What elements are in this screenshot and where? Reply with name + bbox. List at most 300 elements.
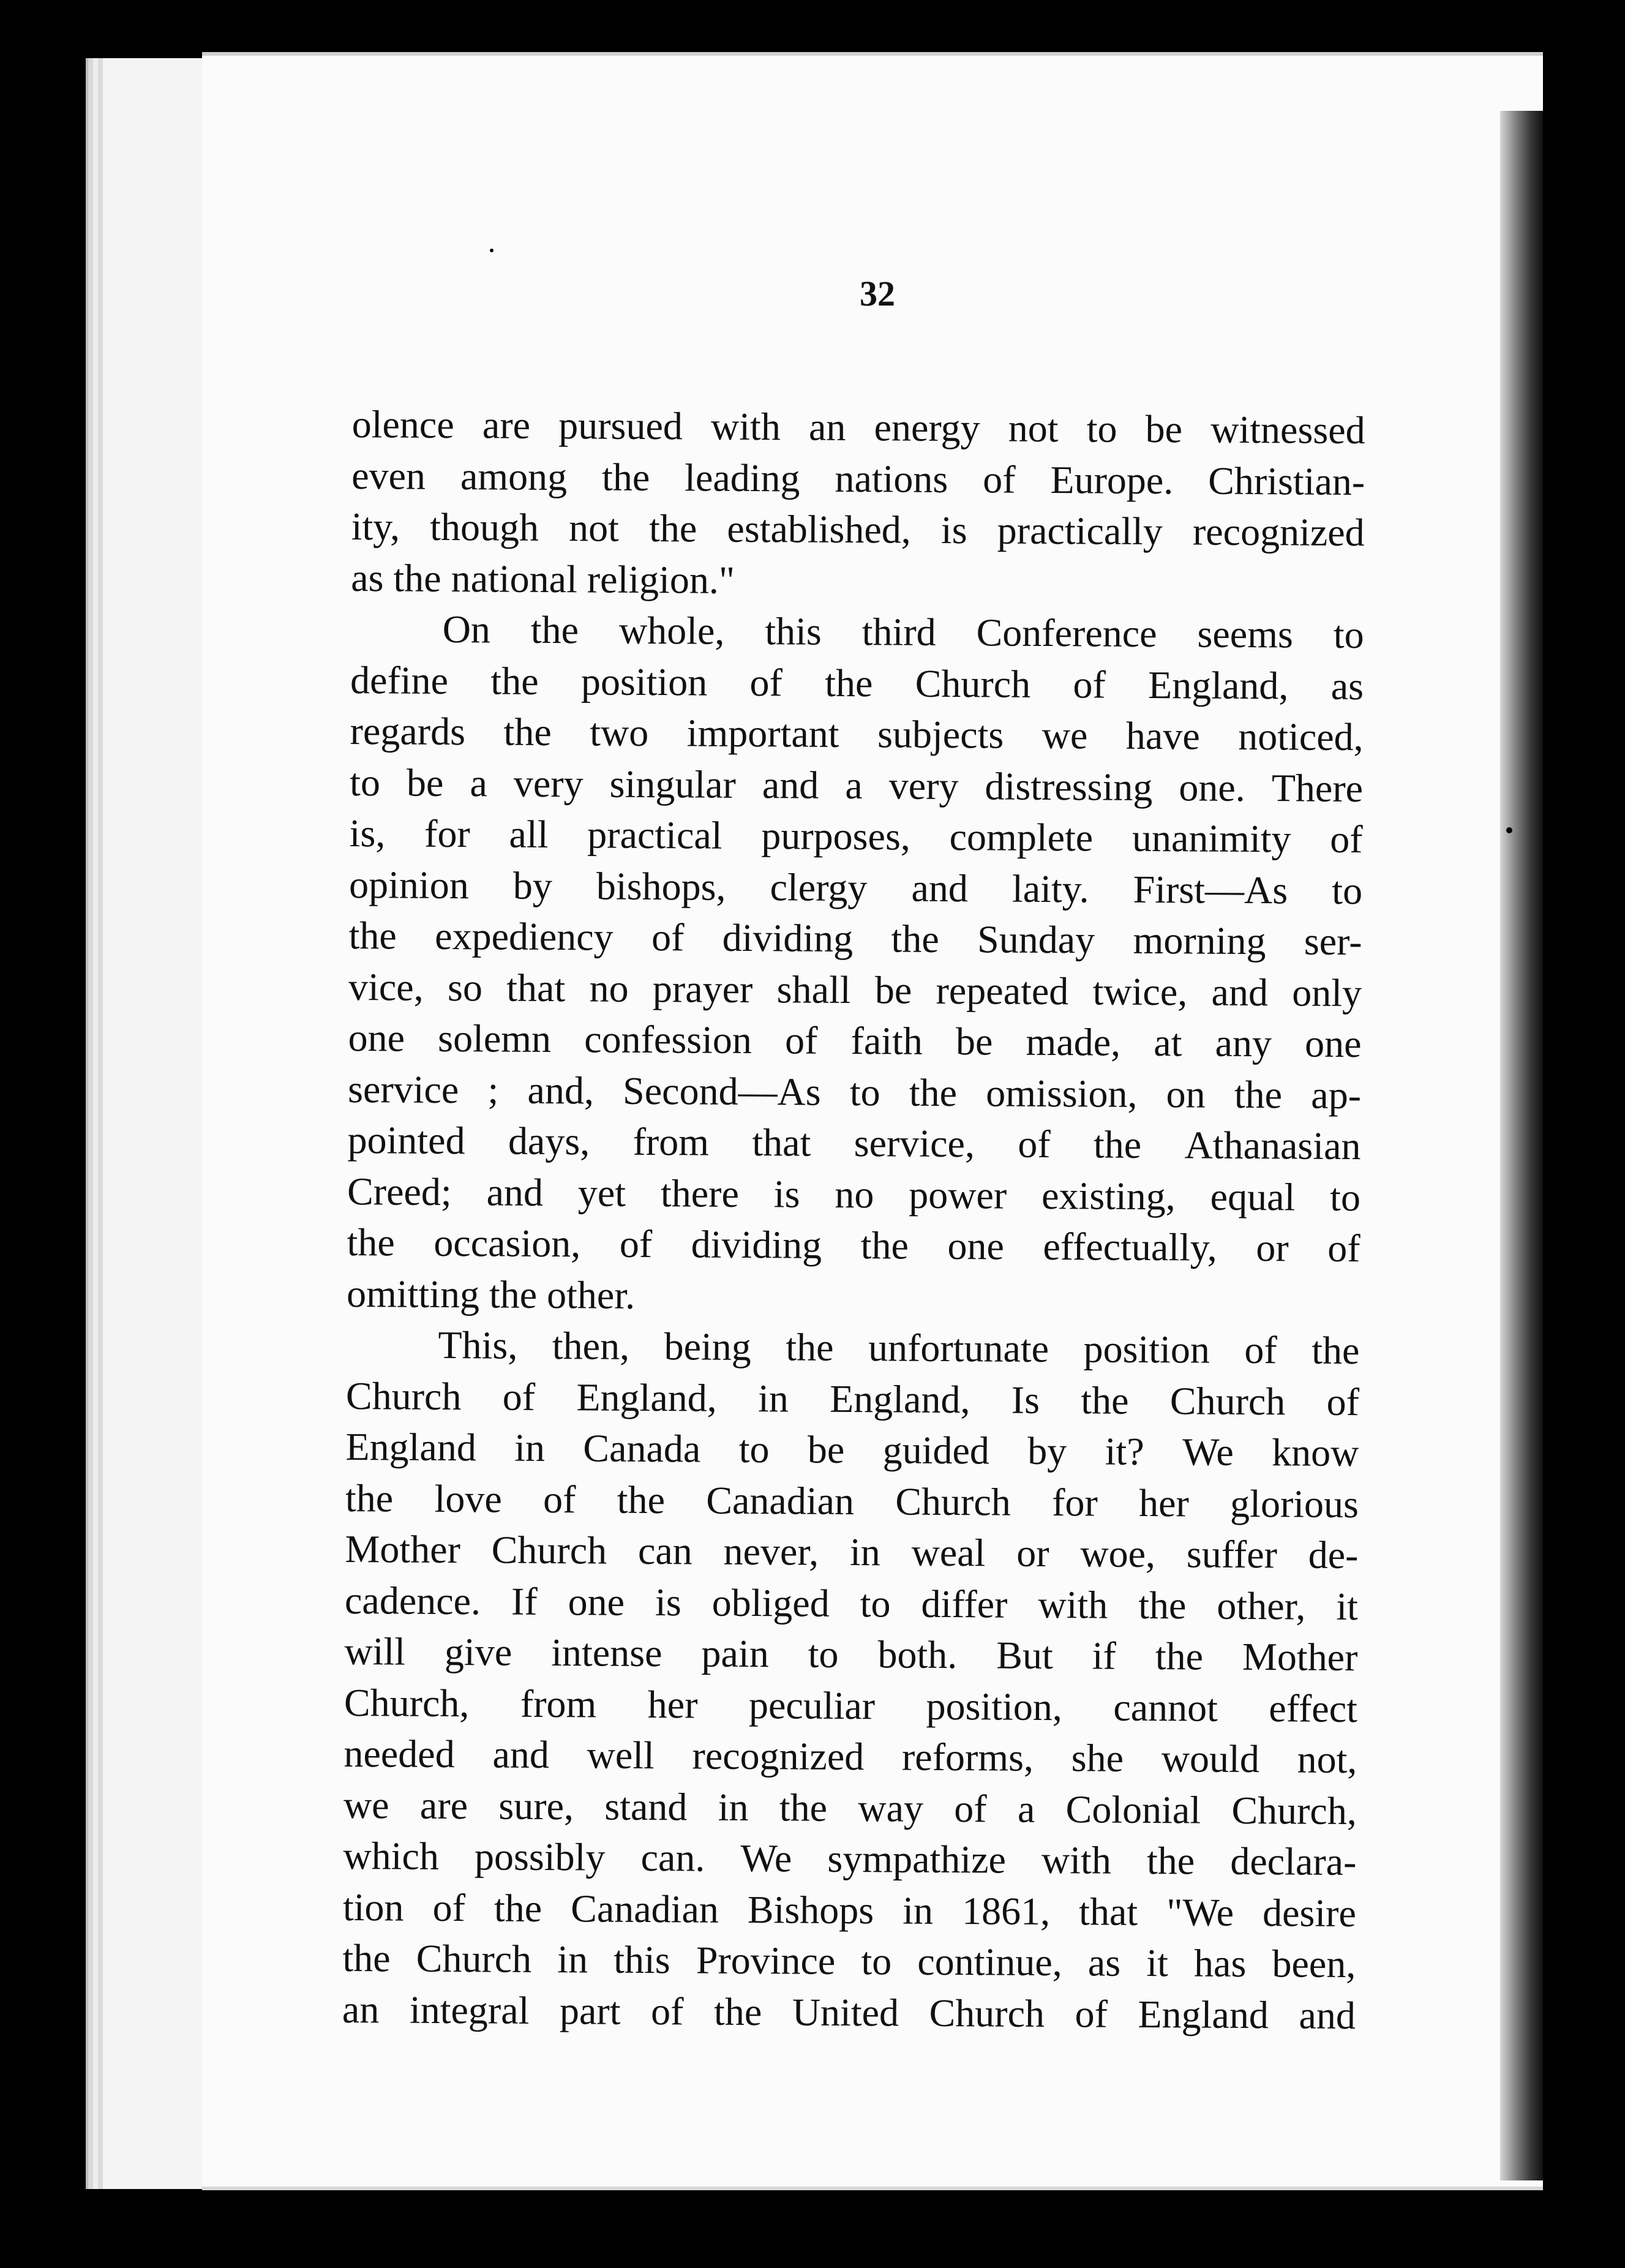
word: Colonial [1065, 1787, 1201, 1832]
text-line [350, 756, 1363, 814]
line-text: as the national religion." [350, 555, 735, 602]
word: repeated [936, 968, 1069, 1013]
word: the [891, 917, 939, 961]
line-text [344, 1677, 1357, 1734]
text-line [343, 1728, 1357, 1785]
word: not [568, 506, 620, 550]
word: ap- [1311, 1073, 1362, 1117]
body-text [342, 399, 1365, 2041]
word: 1861, [961, 1888, 1051, 1933]
word: to [860, 1581, 891, 1625]
word: to [1332, 868, 1363, 912]
word: Church, [1231, 1788, 1357, 1833]
text-line [342, 1983, 1356, 2041]
word: of [1326, 1380, 1360, 1424]
word: on [1166, 1072, 1206, 1116]
word: Province [696, 1938, 836, 1983]
word: continue, [917, 1939, 1062, 1984]
book-page [202, 52, 1543, 2190]
word: from [520, 1681, 597, 1725]
word: power [909, 1173, 1007, 1217]
word: the [348, 913, 397, 958]
word: of [651, 915, 685, 959]
word: laity. [1011, 866, 1089, 911]
word: occasion, [433, 1220, 581, 1266]
word: twice, [1092, 969, 1188, 1013]
word: of [983, 457, 1016, 501]
word: from [632, 1119, 710, 1164]
word: subjects [877, 712, 1004, 757]
word: to [808, 1632, 839, 1676]
word: the [503, 710, 552, 754]
word: are [482, 403, 531, 447]
word: is, [349, 811, 386, 855]
word: Is [1011, 1378, 1040, 1422]
word: which [343, 1833, 440, 1878]
line-text [343, 1728, 1357, 1785]
text-line [348, 961, 1362, 1018]
word: of [1330, 817, 1363, 862]
text-line [343, 1779, 1357, 1836]
word: Second—As [622, 1068, 821, 1114]
line-text [347, 1217, 1360, 1274]
word: possibly [474, 1834, 606, 1879]
word: an [342, 1987, 380, 2031]
word: in [514, 1425, 546, 1470]
word: recognized [1192, 509, 1365, 555]
word: days, [508, 1119, 590, 1163]
page-number: 32 [860, 274, 895, 314]
text-line [346, 1319, 1359, 1376]
word: the [1234, 1072, 1283, 1116]
word: and [492, 1732, 550, 1777]
word: established, [727, 506, 912, 552]
paragraph [347, 603, 1364, 1325]
line-text [438, 1320, 1359, 1376]
word: be [1145, 407, 1183, 451]
word: to [849, 1070, 880, 1114]
scan-speck [490, 249, 494, 252]
line-text [343, 1830, 1356, 1888]
word: of [619, 1222, 653, 1266]
word: shall [776, 967, 851, 1012]
word: the [530, 607, 579, 652]
word: the [860, 1223, 909, 1267]
word: no [835, 1172, 874, 1216]
word: in [903, 1888, 934, 1932]
word: pain [701, 1631, 769, 1676]
text-line [342, 1932, 1356, 1990]
word: other, [1217, 1583, 1306, 1628]
word: cannot [1113, 1685, 1218, 1730]
word: Christian- [1208, 459, 1365, 503]
word: that [752, 1121, 811, 1165]
word: Canadian [570, 1886, 719, 1931]
word: noticed, [1238, 714, 1364, 759]
word: and, [527, 1068, 595, 1112]
word: at [1154, 1021, 1182, 1065]
word: We [740, 1836, 792, 1880]
word: is [773, 1171, 800, 1215]
word: are [419, 1783, 468, 1827]
text-line [347, 1114, 1360, 1172]
word: This, [438, 1323, 518, 1367]
word: that [506, 966, 566, 1010]
word: the [1093, 1122, 1142, 1166]
word: would [1161, 1737, 1260, 1781]
word: vice, [348, 964, 424, 1009]
word: give [444, 1629, 512, 1674]
word: unanimity [1131, 816, 1291, 861]
word: with [1038, 1582, 1108, 1627]
line-text: omitting the other. [346, 1271, 636, 1317]
word: important [686, 711, 839, 756]
word: expediency [435, 914, 614, 959]
word: Athanasian [1184, 1123, 1361, 1168]
word: one. [1179, 765, 1246, 809]
word: declara- [1230, 1839, 1357, 1884]
word: if [1092, 1634, 1117, 1678]
word: England, [1147, 663, 1289, 707]
word: Church [929, 1991, 1045, 2035]
word: Church [1169, 1378, 1286, 1423]
word: any [1215, 1021, 1272, 1065]
word: There [1271, 765, 1364, 810]
word: cadence. [344, 1578, 481, 1623]
word: one [947, 1223, 1005, 1268]
word: glorious [1229, 1481, 1359, 1526]
word: to [738, 1427, 770, 1471]
word: has [1193, 1941, 1247, 1985]
word: tion [342, 1885, 404, 1929]
line-text [351, 449, 1365, 507]
text-line [349, 808, 1362, 865]
word: with [710, 404, 781, 449]
text-line [351, 449, 1365, 507]
word: the [824, 661, 873, 705]
word: the [494, 1885, 542, 1930]
word: can [637, 1528, 693, 1573]
word: clergy [770, 865, 868, 909]
word: we [343, 1782, 389, 1827]
word: never, [723, 1529, 819, 1574]
word: Bishops [747, 1887, 874, 1932]
line-text [345, 1421, 1359, 1479]
word: by [1027, 1429, 1067, 1473]
line-text [343, 1779, 1357, 1836]
word: England [345, 1424, 477, 1470]
line-text [349, 808, 1362, 865]
line-text [348, 1063, 1361, 1121]
text-line [348, 1012, 1361, 1070]
word: practically [997, 508, 1163, 554]
word: stand [604, 1784, 688, 1828]
word: not [1008, 406, 1059, 451]
word: can. [640, 1835, 705, 1880]
page-gutter-shadow [1500, 111, 1543, 2180]
word: it [1146, 1940, 1169, 1985]
paragraph [342, 1319, 1360, 2041]
text-line [344, 1677, 1357, 1734]
word: well [587, 1733, 655, 1778]
scan-speck [1506, 827, 1512, 833]
word: will [344, 1629, 406, 1673]
word: service [347, 1067, 459, 1111]
word: made, [1026, 1019, 1121, 1064]
word: Mother [345, 1526, 461, 1572]
text-line [345, 1472, 1359, 1530]
line-text [350, 705, 1363, 763]
word: the [342, 1936, 391, 1980]
word: leading [684, 455, 800, 500]
word: opinion [348, 862, 469, 907]
word: pursued [558, 404, 683, 448]
word: of [1075, 1991, 1108, 2036]
word: this [765, 609, 822, 653]
line-text [347, 1114, 1360, 1172]
word: and [1299, 1992, 1356, 2037]
word: is [655, 1580, 681, 1624]
text-line [343, 1830, 1356, 1888]
word: Canada [583, 1426, 701, 1471]
word: no [589, 966, 629, 1010]
text-line [351, 501, 1364, 558]
word: distressing [985, 764, 1153, 809]
word: practical [587, 813, 722, 857]
word: But [996, 1633, 1053, 1678]
line-text [346, 1370, 1359, 1427]
text-line [343, 1881, 1356, 1939]
word: or [1016, 1531, 1049, 1575]
word: all [509, 812, 549, 856]
word: the [347, 1220, 395, 1264]
word: weal [911, 1530, 986, 1575]
text-line [346, 1370, 1359, 1427]
word: love [434, 1476, 502, 1521]
word: Conference [976, 610, 1157, 656]
word: England, [576, 1375, 717, 1420]
word: even [351, 453, 426, 498]
word: of [502, 1375, 536, 1419]
word: to [1086, 407, 1117, 451]
line-text [349, 858, 1362, 916]
word: of [542, 1477, 576, 1521]
word: England, [829, 1376, 970, 1421]
word: the [713, 1989, 762, 2033]
word: morning [1133, 918, 1266, 963]
word: United [792, 1989, 899, 2035]
word: among [460, 454, 568, 498]
word: then, [552, 1324, 630, 1368]
word: in [718, 1785, 749, 1829]
word: of [784, 1018, 818, 1062]
line-text [343, 1881, 1356, 1939]
word: differ [921, 1582, 1008, 1626]
word: is [940, 508, 967, 552]
word: unfortunate [868, 1326, 1049, 1370]
word: If [511, 1579, 538, 1623]
word: effect [1269, 1686, 1358, 1730]
word: for [1051, 1480, 1098, 1524]
word: dividing [722, 915, 854, 961]
line-text [345, 1472, 1359, 1530]
line-text [342, 1983, 1356, 2041]
word: effectually, [1043, 1224, 1217, 1269]
word: the [1081, 1378, 1129, 1422]
word: the [779, 1785, 828, 1830]
word: Mother [1242, 1634, 1358, 1680]
word: of [1018, 1122, 1051, 1166]
word: On [442, 607, 491, 651]
word: Canadian [706, 1478, 855, 1523]
text-line [347, 1267, 1360, 1325]
word: whole, [618, 608, 725, 653]
word: one [568, 1579, 625, 1624]
word: position, [926, 1684, 1063, 1729]
word: a [1017, 1787, 1035, 1831]
word: "We [1166, 1890, 1234, 1934]
word: the [1312, 1328, 1360, 1373]
text-line [347, 1165, 1360, 1223]
line-text [348, 910, 1362, 967]
word: olence [351, 402, 454, 447]
word: or [1256, 1226, 1289, 1270]
text-line [350, 705, 1363, 763]
word: with [1041, 1838, 1112, 1882]
word: being [664, 1324, 752, 1369]
word: of [650, 1989, 684, 2033]
word: in [849, 1530, 881, 1574]
line-text [348, 1012, 1361, 1070]
word: it? [1105, 1429, 1144, 1473]
word: dividing [691, 1222, 822, 1267]
word: as [1087, 1940, 1121, 1984]
word: Church, [343, 1680, 470, 1725]
word: obliged [711, 1580, 830, 1625]
word: know [1271, 1430, 1359, 1475]
line-text [351, 399, 1365, 456]
word: the [1155, 1634, 1204, 1678]
word: Church [345, 1373, 462, 1418]
text-line [347, 1217, 1360, 1274]
word: to [349, 760, 381, 804]
line-text [344, 1626, 1357, 1683]
word: guided [882, 1428, 990, 1473]
word: service, [854, 1121, 975, 1166]
word: of [432, 1885, 466, 1929]
word: Church [915, 661, 1031, 706]
line-text [348, 961, 1362, 1018]
word: be [807, 1427, 845, 1471]
word: the [786, 1325, 834, 1369]
word: been, [1272, 1942, 1356, 1986]
word: the [345, 1476, 394, 1520]
word: a [470, 760, 488, 805]
word: in [757, 1376, 789, 1420]
word: ity, [351, 504, 400, 549]
word: by [512, 863, 553, 907]
word: singular [609, 762, 737, 806]
word: define [350, 658, 449, 702]
word: England [1138, 1992, 1269, 2037]
word: yet [577, 1170, 626, 1215]
word: very [888, 763, 959, 808]
word: way [858, 1785, 924, 1830]
word: intense [551, 1631, 662, 1675]
word: We [1182, 1430, 1234, 1474]
word: purposes, [761, 814, 911, 858]
word: and [1211, 970, 1269, 1014]
line-text [342, 1932, 1356, 1990]
word: her [1138, 1481, 1190, 1525]
word: an [808, 405, 846, 449]
word: the [1146, 1838, 1195, 1883]
word: the [648, 506, 697, 550]
word: complete [949, 814, 1094, 860]
text-line [350, 603, 1364, 661]
word: a [845, 763, 863, 807]
word: Europe. [1050, 457, 1174, 502]
word: she [1071, 1736, 1124, 1780]
word: so [447, 965, 483, 1009]
word: third [861, 610, 936, 654]
word: we [1041, 713, 1088, 757]
word: regards [350, 708, 466, 754]
word: of [954, 1786, 987, 1830]
word: needed [343, 1731, 455, 1776]
word: and [486, 1170, 544, 1214]
word: First—As [1133, 867, 1288, 912]
word: the [601, 454, 650, 499]
word: the [1138, 1583, 1187, 1627]
word: witnessed [1210, 407, 1365, 452]
word: sure, [498, 1784, 574, 1828]
word: of [1244, 1327, 1277, 1372]
text-line [345, 1421, 1359, 1479]
word: Church [895, 1479, 1011, 1524]
word: it [1336, 1584, 1359, 1628]
word: existing, [1041, 1173, 1176, 1218]
word: Church [491, 1528, 607, 1572]
word: woe, [1080, 1531, 1156, 1576]
text-line [344, 1626, 1357, 1683]
text-line [348, 910, 1362, 967]
word: two [590, 710, 649, 754]
word: reforms, [901, 1735, 1034, 1779]
word: be [874, 967, 912, 1012]
word: the [490, 658, 539, 703]
word: solemn [437, 1016, 552, 1061]
word: for [424, 811, 470, 856]
word: Creed; [347, 1169, 452, 1214]
text-line [351, 399, 1365, 456]
word: ser- [1304, 919, 1362, 964]
word: de- [1308, 1533, 1359, 1577]
text-line [348, 1063, 1361, 1121]
word: to [1333, 612, 1364, 657]
word: pointed [347, 1117, 465, 1163]
word: Church [416, 1936, 532, 1981]
word: position [580, 659, 708, 704]
word: equal [1210, 1174, 1296, 1218]
line-text [350, 756, 1363, 814]
word: the [617, 1478, 666, 1522]
word: of [749, 660, 783, 704]
word: confession [584, 1017, 752, 1062]
word: only [1292, 970, 1362, 1015]
word: there [660, 1171, 740, 1215]
word: in [557, 1937, 588, 1981]
